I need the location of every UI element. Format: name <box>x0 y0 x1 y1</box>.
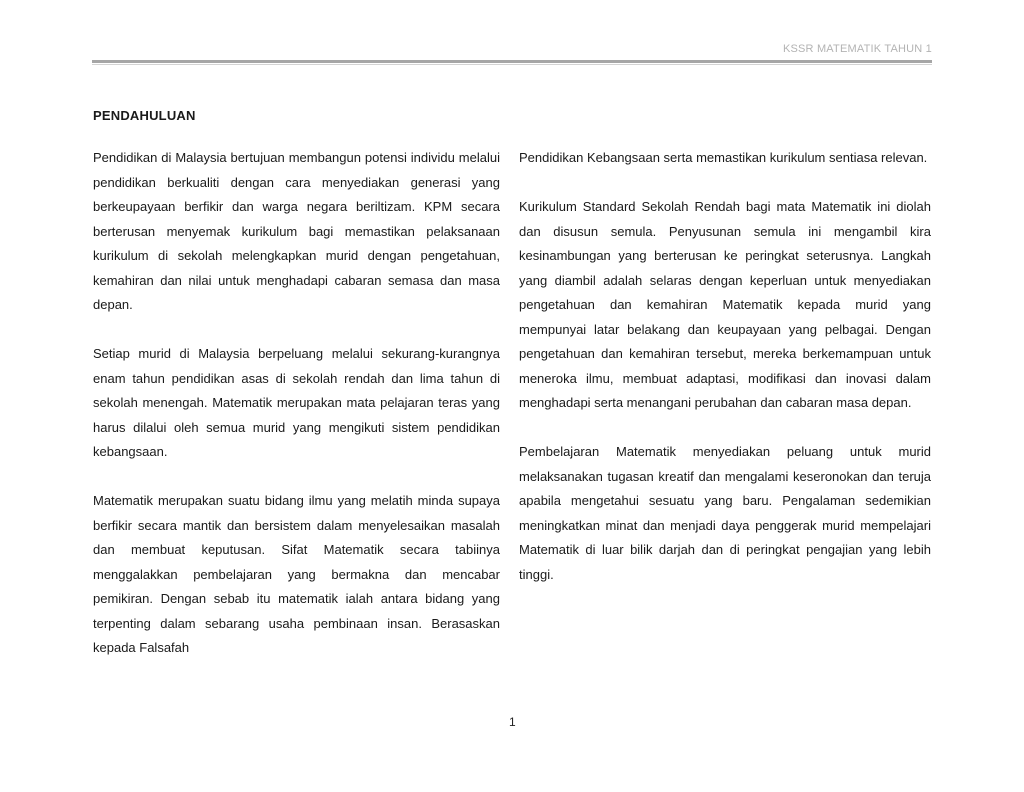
header-rule <box>92 60 932 63</box>
header-rule-thin <box>92 64 932 65</box>
right-paragraph-1: Pendidikan Kebangsaan serta memastikan kurikulum sentiasa relevan. <box>519 150 928 165</box>
right-paragraph-3: Pembelajaran Matematik menyediakan peluang untuk murid melaksanakan tugasan kreatif dan mengalami keseronokan dan teruja apabila mengetahui sesuatu yang baru. Pengalaman sedemikian meningkatkan minat dan menjadi daya penggerak murid mempelajari Matematik di luar bilik darjah dan di peringkat pengajian yang lebih tinggi. <box>519 444 931 582</box>
right-paragraph-2: Kurikulum Standard Sekolah Rendah bagi mata Matematik ini diolah dan disusun semula. Penyusunan semula ini mengambil kira kesinambungan yang berterusan ke peringkat seterusnya. Langkah yang diambil adalah selaras dengan keperluan untuk menyediakan pengetahuan dan kemahiran Matematik kepada murid yang mempunyai latar belakang dan keupayaan yang pelbagai. Dengan pengetahuan dan kemahiran tersebut, mereka berkemampuan untuk meneroka ilmu, membuat adaptasi, modifikasi dan inovasi dalam menghadapi serta menangani perubahan dan cabaran masa depan. <box>519 199 931 410</box>
left-paragraph-2: Setiap murid di Malaysia berpeluang melalui sekurang-kurangnya enam tahun pendidikan asas di sekolah rendah dan lima tahun di sekolah menengah. Matematik merupakan mata pelajaran teras yang harus dilalui oleh semua murid yang mengikuti sistem pendidikan kebangsaan. <box>93 346 500 459</box>
left-column <box>93 146 500 685</box>
section-title: PENDAHULUAN <box>93 108 196 123</box>
left-paragraph-1: Pendidikan di Malaysia bertujuan membangun potensi individu melalui pendidikan berkualiti dengan cara menyediakan generasi yang berkeupayaan berfikir dan warga negara beriltizam. KPM secara berterusan menyemak kurikulum bagi memastikan pelaksanaan kurikulum di sekolah melengkapkan murid dengan pengetahuan, kemahiran dan nilai untuk menghadapi cabaran semasa dan masa depan. <box>93 150 500 312</box>
left-paragraph-3: Matematik merupakan suatu bidang ilmu yang melatih minda supaya berfikir secara mantik dan bersistem dalam menyelesaikan masalah dan membuat keputusan. Sifat Matematik secara tabiinya menggalakkan pembelajaran yang bermakna dan mencabar pemikiran. Dengan sebab itu matematik ialah antara bidang yang terpenting dalam sebarang usaha pembinaan insan. Berasaskan kepada Falsafah <box>93 493 500 655</box>
right-column <box>519 146 931 612</box>
running-header: KSSR MATEMATIK TAHUN 1 <box>782 43 932 55</box>
page-number: 1 <box>509 715 516 729</box>
